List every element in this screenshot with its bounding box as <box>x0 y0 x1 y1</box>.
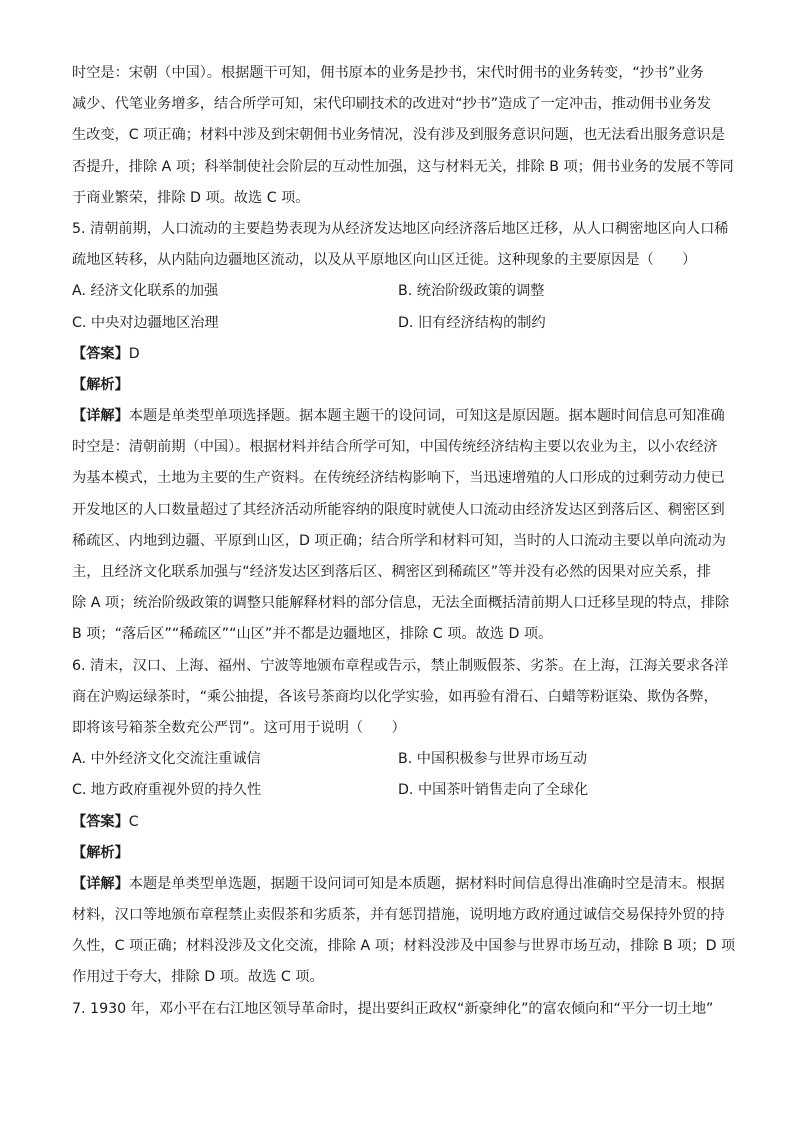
answer-line <box>72 339 724 370</box>
question-stem: 5. 清朝前期，人口流动的主要趋势表现为从经济发达地区向经济落后地区迁移，从人口稠密地区向人口稀 <box>72 220 729 237</box>
question-stem: 即将该号箱茶全数充公严罚”。这可用于说明（ ） <box>72 719 406 736</box>
detail-text: 本题是单类型单项选择题。据本题主题干的设问词，可知这是原因题。据本题时间信息可知准确 <box>128 408 725 425</box>
options-row <box>72 276 724 307</box>
detail-text: 本题是单类型单选题，据题干设问词可知是本质题，据材料时间信息得出准确时空是清末。根据 <box>128 875 725 892</box>
detail-line: 开发地区的人口数量超过了其经济活动所能容纳的限度时就使人口流动由经济发达区到落后区、稠密区到 <box>72 501 725 518</box>
text-line: 时空是：宋朝（中国）。根据题干可知，佣书原本的业务是抄书，宋代时佣书的业务转变，“抄书”业务 <box>72 65 704 81</box>
detail-line <box>72 401 724 432</box>
detail-line: 主，且经济文化联系加强与“经济发达区到落后区、稠密区到稀疏区”等并没有必然的因果对应关系，排 <box>72 564 711 580</box>
detail-line: 为基本模式，土地为主要的生产资料。在传统经济结构影响下，当迅速增殖的人口形成的过剩劳动力使已 <box>72 470 725 487</box>
options-row <box>72 744 724 775</box>
question-stem: 6. 清末，汉口、上海、福州、宁波等地颁布章程或告示，禁止制贩假茶、劣茶。在上海，江海关要求各洋 <box>72 657 729 674</box>
detail-line: 时空是：清朝前期（中国）。根据材料并结合所学可知，中国传统经济结构主要以农业为主，以小农经济 <box>72 439 718 456</box>
detail-tag: 【详解】 <box>72 408 129 425</box>
document-page <box>72 58 736 1025</box>
option-c: C. 中央对边疆地区治理 <box>72 314 219 331</box>
detail-line: 久性，C 项正确；材料没涉及文化交流，排除 A 项；材料没涉及中国参与世界市场互动，排除 B 项；D 项 <box>72 938 736 955</box>
option-d: D. 中国茶叶销售走向了全球化 <box>398 782 589 799</box>
text-line: 生改变，C 项正确；材料中涉及到宋朝佣书业务情况，没有涉及到服务意识问题，也无法看出服务意识是 <box>72 127 725 144</box>
analysis-tag: 【解析】 <box>72 376 129 393</box>
options-row <box>72 308 724 339</box>
detail-tag: 【详解】 <box>72 875 129 892</box>
option-a: A. 经济文化联系的加强 <box>72 283 219 300</box>
detail-line: B 项；“落后区”“稀疏区”“山区”并不都是边疆地区，排除 C 项。故选 D 项。 <box>72 626 553 643</box>
question-7 <box>72 994 724 1025</box>
text-line: 否提升，排除 A 项；科举制使社会阶层的互动性加强，这与材料无关，排除 B 项；佣书业务的发展不等同 <box>72 158 734 175</box>
detail-line: 稀疏区、内地到边疆、平原到山区，D 项正确；结合所学和材料可知，当时的人口流动主要以单向流动为 <box>72 532 726 549</box>
question-stem: 商在沪购运绿茶时，“乘公抽提，各该号茶商均以化学实验，如再验有滑石、白蜡等粉诓染、欺伪各弊， <box>72 688 718 705</box>
text-line: 于商业繁荣，排除 D 项。故选 C 项。 <box>72 189 310 206</box>
options-row <box>72 775 724 806</box>
option-b: B. 中国积极参与世界市场互动 <box>398 751 588 768</box>
option-b: B. 统治阶级政策的调整 <box>398 283 545 300</box>
text-line: 减少、代笔业务增多，结合所学可知，宋代印刷技术的改进对“抄书”造成了一定冲击，推动佣书业务发 <box>72 96 711 113</box>
answer-line <box>72 807 724 838</box>
option-a: A. 中外经济文化交流注重诚信 <box>72 751 261 768</box>
question-stem: 7. 1930 年，邓小平在右江地区领导革命时，提出要纠正政权“新豪绅化”的富农倾向和“平分一切土地” <box>72 1000 714 1017</box>
detail-line: 材料，汉口等地颁布章程禁止卖假茶和劣质茶，并有惩罚措施，说明地方政府通过诚信交易保持外贸的持 <box>72 907 725 924</box>
question-5 <box>72 214 730 651</box>
answer-tag: 【答案】 <box>72 345 129 362</box>
option-d: D. 旧有经济结构的制约 <box>398 314 546 331</box>
answer-tag: 【答案】 <box>72 813 129 830</box>
option-c: C. 地方政府重视外贸的持久性 <box>72 782 262 799</box>
detail-line: 作用过于夸大，排除 D 项。故选 C 项。 <box>72 969 324 986</box>
answer-value: C <box>128 813 139 830</box>
answer-value: D <box>128 345 140 362</box>
detail-line: 除 A 项；统治阶级政策的调整只能解释材料的部分信息，无法全面概括清前期人口迁移呈现的特点，排除 <box>72 595 730 612</box>
question-6 <box>72 651 736 994</box>
analysis-tag: 【解析】 <box>72 844 129 861</box>
question-stem: 疏地区转移，从内陆向边疆地区流动，以及从平原地区向山区迁徙。这种现象的主要原因是（ ） <box>72 252 697 269</box>
previous-answer-analysis <box>72 58 734 214</box>
detail-line <box>72 869 724 900</box>
